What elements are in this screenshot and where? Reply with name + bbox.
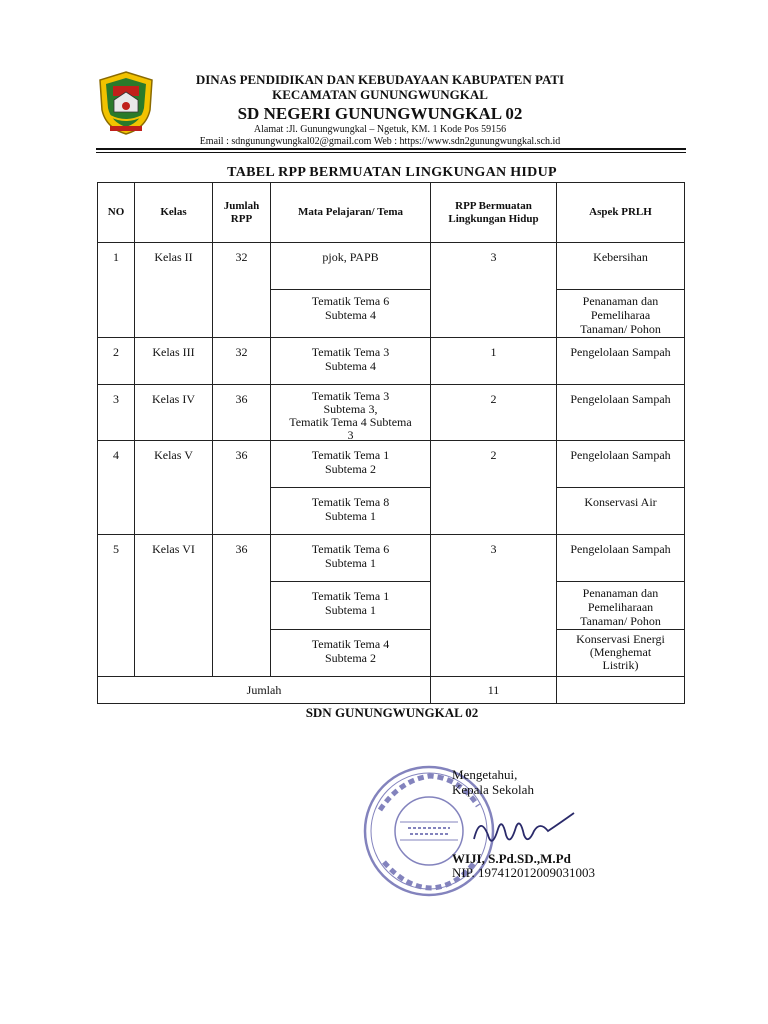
cell-no: 5 <box>97 534 135 677</box>
cell-no: 1 <box>97 242 135 338</box>
cell-kelas: Kelas VI <box>134 534 213 677</box>
cell-rpp: 3 <box>430 242 557 338</box>
letterhead-divider-thin <box>96 152 686 153</box>
cell-aspek: Konservasi Air <box>556 487 685 535</box>
cell-mapel: Tematik Tema 3 Subtema 4 <box>270 337 431 385</box>
cell-mapel: Tematik Tema 8 Subtema 1 <box>270 487 431 535</box>
cell-mapel: Tematik Tema 1 Subtema 2 <box>270 440 431 488</box>
cell-rpp: 3 <box>430 534 557 677</box>
cell-aspek: Penanaman dan Pemeliharaan Tanaman/ Pohon <box>556 581 685 630</box>
cell-kelas: Kelas V <box>134 440 213 535</box>
pati-regency-crest-icon <box>96 70 156 136</box>
cell-mapel: Tematik Tema 4 Subtema 2 <box>270 629 431 677</box>
district-name: KECAMATAN GUNUNGWUNGKAL <box>272 87 488 102</box>
header-mata-pelajaran: Mata Pelajaran/ Tema <box>270 182 431 243</box>
signatory-nip: NIP. 197412012009031003 <box>452 865 596 880</box>
cell-mapel: Tematik Tema 6 Subtema 4 <box>270 289 431 338</box>
rpp-table <box>98 183 686 705</box>
footer-school-name: SDN GUNUNGWUNGKAL 02 <box>305 705 479 720</box>
cell-jumlah: 32 <box>212 242 271 338</box>
cell-no: 4 <box>97 440 135 535</box>
cell-jumlah: 36 <box>212 440 271 535</box>
cell-mapel: pjok, PAPB <box>270 242 431 290</box>
cell-jumlah: 32 <box>212 337 271 385</box>
total-value: 11 <box>430 676 557 704</box>
cell-mapel: Tematik Tema 1 Subtema 1 <box>270 581 431 630</box>
cell-kelas: Kelas IV <box>134 384 213 441</box>
cell-no: 3 <box>97 384 135 441</box>
signature-role: Kepala Sekolah <box>452 782 534 797</box>
header-jumlah-rpp: Jumlah RPP <box>212 182 271 243</box>
header-aspek-prlh: Aspek PRLH <box>556 182 685 243</box>
total-aspek <box>556 676 685 704</box>
cell-jumlah: 36 <box>212 534 271 677</box>
cell-mapel: Tematik Tema 6 Subtema 1 <box>270 534 431 582</box>
table-title: TABEL RPP BERMUATAN LINGKUNGAN HIDUP <box>227 165 557 180</box>
cell-aspek: Penanaman dan Pemeliharaa Tanaman/ Pohon <box>556 289 685 338</box>
header-no: NO <box>97 182 135 243</box>
cell-rpp: 2 <box>430 384 557 441</box>
cell-aspek: Pengelolaan Sampah <box>556 384 685 441</box>
header-kelas: Kelas <box>134 182 213 243</box>
cell-rpp: 2 <box>430 440 557 535</box>
cell-aspek: Pengelolaan Sampah <box>556 337 685 385</box>
agency-name: DINAS PENDIDIKAN DAN KEBUDAYAAN KABUPATEN PATI <box>195 72 565 87</box>
cell-jumlah: 36 <box>212 384 271 441</box>
cell-mapel: Tematik Tema 3 Subtema 3, Tematik Tema 4 Subtema 3 <box>270 384 431 441</box>
handwritten-signature-icon <box>470 805 580 855</box>
cell-aspek: Kebersihan <box>556 242 685 290</box>
letterhead-divider <box>96 148 686 150</box>
header-rpp-lingkungan: RPP Bermuatan Lingkungan Hidup <box>430 182 557 243</box>
signatory-name: WIJI, S.Pd.SD.,M.Pd <box>452 851 571 866</box>
school-name: SD NEGERI GUNUNGWUNGKAL 02 <box>237 104 523 123</box>
cell-aspek: Konservasi Energi (Menghemat Listrik) <box>556 629 685 677</box>
school-address: Alamat :Jl. Gunungwungkal – Ngetuk, KM. 1 Kode Pos 59156 <box>253 124 507 135</box>
school-contact: Email : sdngunungwungkal02@gmail.com Web : https://www.sdn2gunungwungkal.sch.id <box>199 136 561 147</box>
cell-aspek: Pengelolaan Sampah <box>556 534 685 582</box>
cell-kelas: Kelas III <box>134 337 213 385</box>
cell-no: 2 <box>97 337 135 385</box>
cell-kelas: Kelas II <box>134 242 213 338</box>
total-label: Jumlah <box>97 676 431 704</box>
signature-acknowledged-label: Mengetahui, <box>452 767 518 782</box>
cell-aspek: Pengelolaan Sampah <box>556 440 685 488</box>
cell-rpp: 1 <box>430 337 557 385</box>
